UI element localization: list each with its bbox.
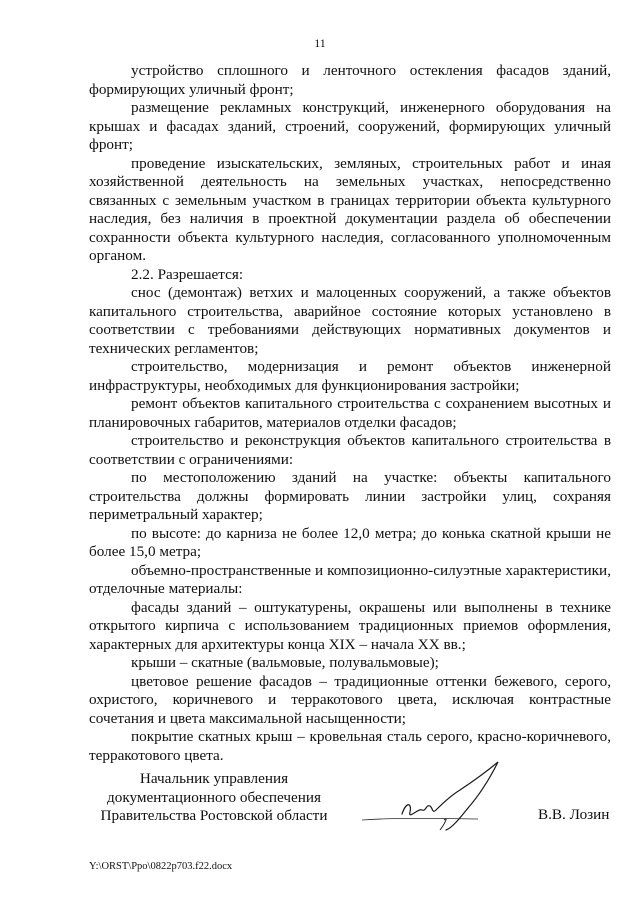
paragraph: по местоположению зданий на участке: объекты капитального строительства должны формировать линии застройки улиц, сохраняя периметральный характер; <box>89 469 611 523</box>
paragraph: проведение изыскательских, земляных, строительных работ и иная хозяйственной деятельность на земельных участках, непосредственно связанных с земельным участком в границах территории объекта культурного наследия, без наличия в проектной документации раздела об обеспечении сохранности объекта культурного наследия, согласованного уполномоченным органом. <box>89 154 611 264</box>
paragraph: устройство сплошного и ленточного остекления фасадов зданий, формирующих уличный фронт; <box>89 62 611 98</box>
handwritten-signature <box>360 758 510 838</box>
paragraph: по высоте: до карниза не более 12,0 метра; до конька скатной крыши не более 15,0 метра; <box>89 524 611 560</box>
paragraph: снос (демонтаж) ветхих и малоценных сооружений, а также объектов капитального строительства, аварийное состояние которых установлено в соответствии с требованиями действующих нормативных документов и технических регламентов; <box>89 284 611 357</box>
paragraph: строительство и реконструкция объектов капитального строительства в соответствии с ограничениями: <box>89 432 611 468</box>
paragraph: размещение рекламных конструкций, инженерного оборудования на крышах и фасадах зданий, строений, сооружений, формирующих уличный фронт; <box>89 99 611 153</box>
signatory-name: В.В. Лозин <box>538 806 610 823</box>
page-number: 11 <box>314 36 326 50</box>
paragraph: покрытие скатных крыш – кровельная сталь серого, красно-коричневого, терракотового цвета. <box>89 728 611 764</box>
paragraph: фасады зданий – оштукатурены, окрашены или выполнены в технике открытого кирпича с использованием традиционных приемов оформления, характерных для архитектуры конца XIX – начала XX вв.; <box>89 598 611 653</box>
signatory-title <box>89 770 339 826</box>
file-path: Y:\ORST\Ppo\0822p703.f22.docx <box>89 861 233 872</box>
section-heading: 2.2. Разрешается: <box>131 265 244 283</box>
signatory-title-line: Начальник управления <box>139 770 289 787</box>
paragraph: цветовое решение фасадов – традиционные оттенки бежевого, серого, охристого, коричневого и терракотового цвета, исключая контрастные сочетания и цвета максимальной насыщенности; <box>89 672 611 727</box>
paragraph: крыши – скатные (вальмовые, полувальмовые); <box>131 654 439 671</box>
paragraph: ремонт объектов капитального строительства с сохранением высотных и планировочных габаритов, материалов отделки фасадов; <box>89 395 611 431</box>
paragraph: объемно-пространственные и композиционно-силуэтные характеристики, отделочные материалы: <box>89 561 611 597</box>
signatory-title-line: Правительства Ростовской области <box>100 807 328 825</box>
signatory-title-line: документационного обеспечения <box>107 788 321 806</box>
paragraph: строительство, модернизация и ремонт объектов инженерной инфраструктуры, необходимых для функционирования застройки; <box>89 358 611 394</box>
